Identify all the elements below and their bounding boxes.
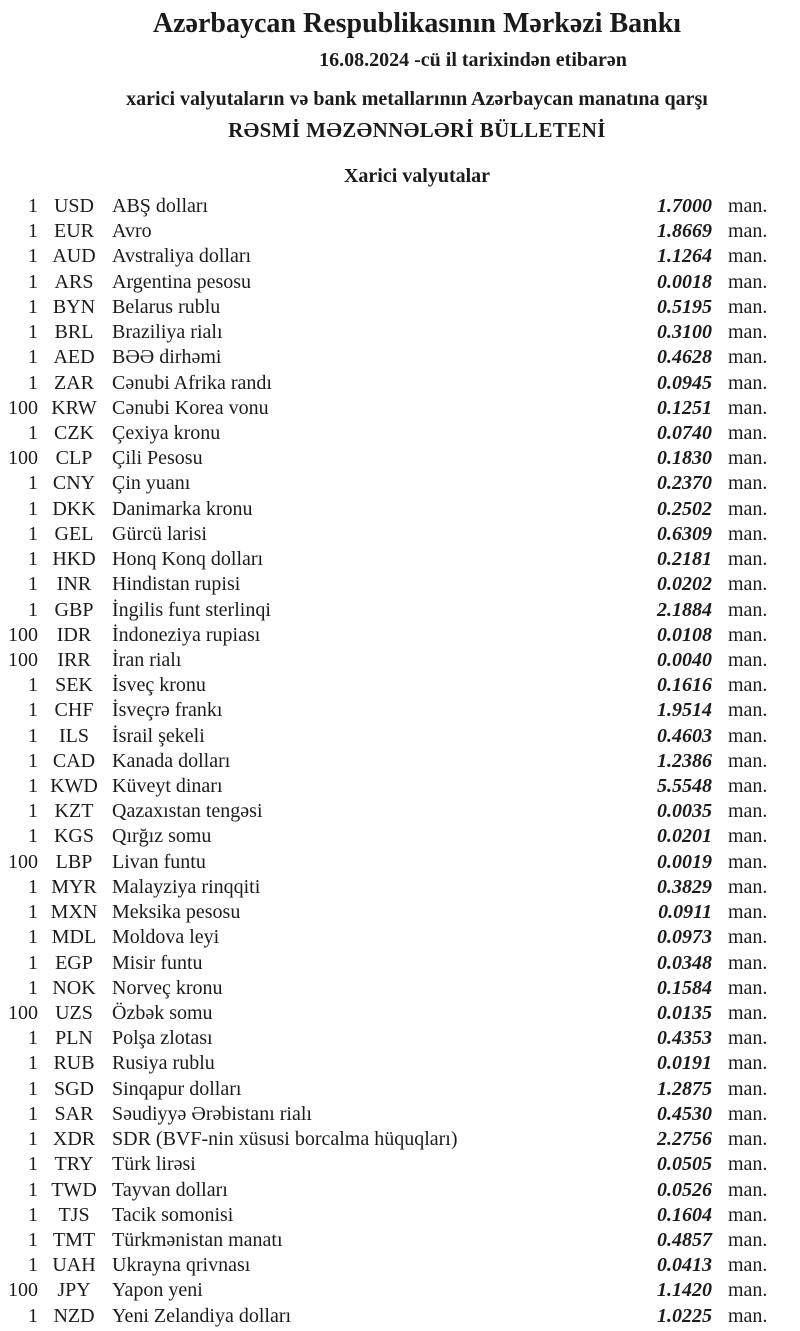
currency-quantity: 100 bbox=[8, 623, 38, 646]
rate-row bbox=[0, 1152, 800, 1177]
rate-row bbox=[0, 1051, 800, 1076]
currency-name: Sinqapur dolları bbox=[112, 1077, 242, 1100]
unit-label: man. bbox=[728, 1228, 768, 1251]
currency-quantity: 1 bbox=[28, 346, 38, 369]
currency-code: PLN bbox=[55, 1027, 93, 1050]
section-title-foreign-currencies: Xarici valyutalar bbox=[343, 165, 491, 187]
currency-name: Türk lirəsi bbox=[112, 1153, 196, 1176]
currency-code: EGP bbox=[55, 951, 93, 974]
rate-row bbox=[0, 396, 800, 421]
unit-label: man. bbox=[728, 850, 768, 873]
currency-code: MDL bbox=[51, 926, 97, 949]
rate-value: 1.1420 bbox=[657, 1279, 712, 1302]
currency-code: CLP bbox=[55, 447, 93, 470]
rate-row bbox=[0, 345, 800, 370]
currency-name: Ukrayna qrivnası bbox=[112, 1254, 251, 1277]
currency-quantity: 1 bbox=[28, 1203, 38, 1226]
currency-code: BRL bbox=[54, 321, 94, 344]
currency-name: Meksika pesosu bbox=[112, 901, 241, 924]
currency-name: BƏƏ dirhəmi bbox=[112, 346, 222, 369]
rate-row bbox=[0, 1278, 800, 1303]
unit-label: man. bbox=[728, 648, 768, 671]
currency-quantity: 1 bbox=[28, 775, 38, 798]
rate-value: 0.1584 bbox=[657, 976, 712, 999]
rate-row bbox=[0, 219, 800, 244]
unit-label: man. bbox=[728, 1153, 768, 1176]
rate-row bbox=[0, 1127, 800, 1152]
rate-row bbox=[0, 1178, 800, 1203]
unit-label: man. bbox=[728, 1279, 768, 1302]
rate-value: 0.0019 bbox=[657, 850, 712, 873]
rate-row bbox=[0, 698, 800, 723]
rate-row bbox=[0, 194, 800, 219]
currency-name: Küveyt dinarı bbox=[112, 775, 223, 798]
currency-quantity: 100 bbox=[8, 396, 38, 419]
currency-code: SGD bbox=[53, 1077, 94, 1100]
currency-name: Norveç kronu bbox=[112, 976, 223, 999]
currency-quantity: 1 bbox=[28, 245, 38, 268]
currency-quantity: 1 bbox=[28, 749, 38, 772]
currency-name: İran rialı bbox=[112, 648, 182, 671]
rate-value: 0.4530 bbox=[657, 1102, 712, 1125]
rate-value: 0.0945 bbox=[657, 371, 712, 394]
unit-label: man. bbox=[728, 396, 768, 419]
rate-value: 0.0191 bbox=[657, 1052, 712, 1075]
currency-code: CZK bbox=[54, 421, 94, 444]
rate-row bbox=[0, 1304, 800, 1329]
currency-name: Braziliya rialı bbox=[112, 321, 223, 344]
currency-code: MXN bbox=[50, 901, 98, 924]
rate-row bbox=[0, 1228, 800, 1253]
rate-value: 1.9514 bbox=[657, 699, 712, 722]
unit-label: man. bbox=[728, 1203, 768, 1226]
currency-quantity: 1 bbox=[28, 674, 38, 697]
unit-label: man. bbox=[728, 598, 768, 621]
bulletin-header bbox=[0, 6, 800, 144]
rate-row bbox=[0, 1102, 800, 1127]
currency-quantity: 1 bbox=[28, 1128, 38, 1151]
rate-value: 0.4628 bbox=[657, 346, 712, 369]
currency-quantity: 1 bbox=[28, 901, 38, 924]
rate-row bbox=[0, 497, 800, 522]
rate-value: 1.1264 bbox=[657, 245, 712, 268]
unit-label: man. bbox=[728, 1002, 768, 1024]
rate-row bbox=[0, 371, 800, 396]
rate-row bbox=[0, 749, 800, 774]
currency-code: CAD bbox=[52, 749, 96, 772]
rate-value: 0.6309 bbox=[657, 522, 712, 545]
currency-code: TWD bbox=[51, 1178, 97, 1201]
currency-quantity: 1 bbox=[28, 1077, 38, 1100]
rate-row bbox=[0, 875, 800, 900]
currency-code: AUD bbox=[52, 245, 96, 268]
rate-row bbox=[0, 547, 800, 572]
currency-quantity: 1 bbox=[28, 1052, 38, 1075]
rate-value: 0.0108 bbox=[657, 623, 712, 646]
currency-quantity: 100 bbox=[8, 648, 38, 671]
unit-label: man. bbox=[728, 926, 768, 949]
rate-value: 0.4603 bbox=[657, 724, 712, 747]
currency-code: IRR bbox=[57, 648, 91, 671]
currency-code: SEK bbox=[55, 674, 93, 697]
rate-value: 5.5548 bbox=[657, 775, 712, 798]
currency-code: GEL bbox=[54, 522, 94, 545]
rate-row bbox=[0, 598, 800, 623]
rate-row bbox=[0, 446, 800, 471]
rate-row bbox=[0, 421, 800, 446]
rate-value: 0.2502 bbox=[657, 497, 712, 520]
currency-code: JPY bbox=[57, 1279, 91, 1302]
unit-label: man. bbox=[728, 875, 768, 898]
rate-value: 0.2370 bbox=[657, 472, 712, 495]
currency-quantity: 1 bbox=[28, 195, 38, 217]
unit-label: man. bbox=[728, 573, 768, 596]
rate-row bbox=[0, 522, 800, 547]
currency-code: HKD bbox=[52, 548, 96, 571]
currency-code: EUR bbox=[54, 220, 94, 243]
currency-name: Malayziya rinqqiti bbox=[112, 875, 261, 898]
rate-value: 0.4857 bbox=[657, 1228, 712, 1251]
currency-code: RUB bbox=[53, 1052, 95, 1075]
rate-row bbox=[0, 951, 800, 976]
currency-name: Avro bbox=[112, 220, 152, 243]
currency-code: ZAR bbox=[54, 371, 94, 394]
currency-quantity: 1 bbox=[28, 497, 38, 520]
rate-value: 0.4353 bbox=[657, 1027, 712, 1050]
rate-value: 1.0225 bbox=[657, 1304, 712, 1327]
currency-name: Çexiya kronu bbox=[112, 421, 221, 444]
currency-code: CNY bbox=[52, 472, 96, 495]
currency-code: UZS bbox=[55, 1002, 93, 1024]
unit-label: man. bbox=[728, 699, 768, 722]
currency-code: DKK bbox=[52, 497, 96, 520]
currency-code: BYN bbox=[52, 295, 96, 318]
currency-quantity: 1 bbox=[28, 926, 38, 949]
currency-quantity: 1 bbox=[28, 548, 38, 571]
unit-label: man. bbox=[728, 1304, 768, 1327]
currency-code: UAH bbox=[52, 1254, 96, 1277]
rate-value: 0.0035 bbox=[657, 800, 712, 823]
rate-value: 1.7000 bbox=[657, 195, 712, 217]
rate-row bbox=[0, 774, 800, 799]
unit-label: man. bbox=[728, 800, 768, 823]
rate-value: 1.8669 bbox=[657, 220, 712, 243]
unit-label: man. bbox=[728, 321, 768, 344]
rate-value: 0.0202 bbox=[657, 573, 712, 596]
rate-row bbox=[0, 320, 800, 345]
rate-row bbox=[0, 244, 800, 269]
currency-code: ILS bbox=[59, 724, 89, 747]
rate-row bbox=[0, 295, 800, 320]
rate-row bbox=[0, 799, 800, 824]
rate-value: 0.0040 bbox=[657, 648, 712, 671]
rate-value: 2.2756 bbox=[657, 1128, 712, 1151]
rate-value: 0.0526 bbox=[657, 1178, 712, 1201]
currency-name: Argentina pesosu bbox=[112, 270, 252, 293]
rate-row bbox=[0, 976, 800, 1001]
rate-value: 0.1251 bbox=[657, 396, 712, 419]
rate-value: 0.3829 bbox=[657, 875, 712, 898]
currency-code: USD bbox=[53, 195, 94, 217]
rate-value: 0.5195 bbox=[657, 295, 712, 318]
unit-label: man. bbox=[728, 447, 768, 470]
currency-name: Kanada dolları bbox=[112, 749, 231, 772]
currency-code: GBP bbox=[54, 598, 94, 621]
currency-name: Cənubi Korea vonu bbox=[112, 396, 269, 419]
subject-line: xarici valyutaların və bank metallarının Azərbaycan manatına qarşı bbox=[126, 88, 708, 110]
rate-row bbox=[0, 1253, 800, 1278]
unit-label: man. bbox=[728, 220, 768, 243]
unit-label: man. bbox=[728, 245, 768, 268]
currency-code: AED bbox=[53, 346, 95, 369]
unit-label: man. bbox=[728, 951, 768, 974]
rate-value: 2.1884 bbox=[657, 598, 712, 621]
currency-name: Qazaxıstan tengəsi bbox=[112, 800, 263, 823]
unit-label: man. bbox=[728, 371, 768, 394]
currency-quantity: 100 bbox=[8, 447, 38, 470]
currency-code: TRY bbox=[54, 1153, 94, 1176]
currency-name: Çin yuanı bbox=[112, 472, 191, 495]
currency-name: Çili Pesosu bbox=[112, 447, 203, 470]
rate-value: 0.0348 bbox=[657, 951, 712, 974]
currency-name: İndoneziya rupiası bbox=[112, 623, 261, 646]
unit-label: man. bbox=[728, 548, 768, 571]
rate-row bbox=[0, 1077, 800, 1102]
currency-code: XDR bbox=[52, 1128, 96, 1151]
unit-label: man. bbox=[728, 522, 768, 545]
unit-label: man. bbox=[728, 1254, 768, 1277]
rate-row bbox=[0, 673, 800, 698]
currency-name: İsveçrə frankı bbox=[112, 699, 223, 722]
exchange-rates-table bbox=[0, 194, 800, 1329]
currency-quantity: 1 bbox=[28, 1304, 38, 1327]
currency-quantity: 1 bbox=[28, 522, 38, 545]
rate-row bbox=[0, 1001, 800, 1026]
currency-quantity: 1 bbox=[28, 1102, 38, 1125]
unit-label: man. bbox=[728, 976, 768, 999]
unit-label: man. bbox=[728, 1052, 768, 1075]
currency-code: KZT bbox=[54, 800, 94, 823]
rate-value: 1.2875 bbox=[657, 1077, 712, 1100]
currency-name: Gürcü larisi bbox=[112, 522, 207, 545]
currency-quantity: 1 bbox=[28, 295, 38, 318]
currency-name: Türkmənistan manatı bbox=[112, 1228, 283, 1251]
currency-name: İsveç kronu bbox=[112, 674, 206, 697]
currency-name: Qırğız somu bbox=[112, 825, 212, 848]
currency-name: Honq Konq dolları bbox=[112, 548, 264, 571]
currency-name: ABŞ dolları bbox=[112, 195, 209, 217]
currency-quantity: 1 bbox=[28, 573, 38, 596]
unit-label: man. bbox=[728, 623, 768, 646]
currency-quantity: 1 bbox=[28, 1153, 38, 1176]
rate-value: 0.0973 bbox=[657, 926, 712, 949]
rate-value: 0.0740 bbox=[657, 421, 712, 444]
currency-name: Danimarka kronu bbox=[112, 497, 253, 520]
currency-code: SAR bbox=[54, 1102, 94, 1125]
currency-code: TMT bbox=[52, 1228, 96, 1251]
currency-name: Rusiya rublu bbox=[112, 1052, 215, 1075]
unit-label: man. bbox=[728, 1102, 768, 1125]
currency-code: ARS bbox=[54, 270, 94, 293]
currency-name: Tayvan dolları bbox=[112, 1178, 228, 1201]
rate-row bbox=[0, 925, 800, 950]
currency-name: Hindistan rupisi bbox=[112, 573, 241, 596]
currency-name: Yeni Zelandiya dolları bbox=[112, 1304, 292, 1327]
currency-quantity: 1 bbox=[28, 321, 38, 344]
currency-quantity: 1 bbox=[28, 371, 38, 394]
currency-name: Polşa zlotası bbox=[112, 1027, 213, 1050]
rate-value: 0.0505 bbox=[657, 1153, 712, 1176]
currency-code: NOK bbox=[52, 976, 96, 999]
currency-name: İngilis funt sterlinqi bbox=[112, 598, 271, 621]
currency-code: NZD bbox=[53, 1304, 95, 1327]
currency-quantity: 1 bbox=[28, 421, 38, 444]
rate-row bbox=[0, 1026, 800, 1051]
currency-quantity: 1 bbox=[28, 976, 38, 999]
currency-code: TJS bbox=[58, 1203, 90, 1226]
unit-label: man. bbox=[728, 1077, 768, 1100]
unit-label: man. bbox=[728, 775, 768, 798]
rate-row bbox=[0, 824, 800, 849]
currency-quantity: 1 bbox=[28, 472, 38, 495]
rate-row bbox=[0, 623, 800, 648]
rate-value: 0.1830 bbox=[657, 447, 712, 470]
currency-quantity: 1 bbox=[28, 699, 38, 722]
unit-label: man. bbox=[728, 724, 768, 747]
rate-value: 1.2386 bbox=[657, 749, 712, 772]
rate-value: 0.0413 bbox=[657, 1254, 712, 1277]
currency-quantity: 1 bbox=[28, 951, 38, 974]
unit-label: man. bbox=[728, 195, 768, 217]
unit-label: man. bbox=[728, 346, 768, 369]
currency-quantity: 1 bbox=[28, 875, 38, 898]
currency-quantity: 1 bbox=[28, 1178, 38, 1201]
currency-name: Səudiyyə Ərəbistanı rialı bbox=[112, 1102, 312, 1125]
rate-row bbox=[0, 1203, 800, 1228]
currency-quantity: 100 bbox=[8, 1279, 38, 1302]
unit-label: man. bbox=[728, 901, 768, 924]
bank-name-title: Azərbaycan Respublikasının Mərkəzi Bankı bbox=[152, 8, 682, 39]
effective-date-line: 16.08.2024 -cü il tarixindən etibarən bbox=[319, 49, 627, 71]
rate-value: 0.0911 bbox=[658, 901, 712, 924]
rate-row bbox=[0, 270, 800, 295]
unit-label: man. bbox=[728, 825, 768, 848]
rate-value: 0.0201 bbox=[657, 825, 712, 848]
rate-row bbox=[0, 850, 800, 875]
currency-name: Belarus rublu bbox=[112, 295, 221, 318]
bulletin-title: RƏSMİ MƏZƏNNƏLƏRİ BÜLLETENİ bbox=[228, 118, 606, 142]
unit-label: man. bbox=[728, 270, 768, 293]
currency-name: Yapon yeni bbox=[112, 1279, 203, 1302]
currency-name: Misir funtu bbox=[112, 951, 203, 974]
unit-label: man. bbox=[728, 1027, 768, 1050]
currency-code: CHF bbox=[54, 699, 94, 722]
rate-value: 0.0018 bbox=[657, 270, 712, 293]
currency-quantity: 100 bbox=[8, 850, 38, 873]
currency-name: İsrail şekeli bbox=[112, 724, 205, 747]
rate-row bbox=[0, 471, 800, 496]
currency-code: KRW bbox=[51, 396, 97, 419]
rate-row bbox=[0, 648, 800, 673]
unit-label: man. bbox=[728, 1128, 768, 1151]
currency-quantity: 100 bbox=[8, 1002, 38, 1024]
currency-quantity: 1 bbox=[28, 1027, 38, 1050]
currency-quantity: 1 bbox=[28, 825, 38, 848]
rate-value: 0.0135 bbox=[657, 1002, 712, 1024]
currency-quantity: 1 bbox=[28, 800, 38, 823]
currency-quantity: 1 bbox=[28, 598, 38, 621]
currency-name: Cənubi Afrika randı bbox=[112, 371, 272, 394]
rate-value: 0.1604 bbox=[657, 1203, 712, 1226]
currency-code: KWD bbox=[50, 775, 98, 798]
currency-quantity: 1 bbox=[28, 270, 38, 293]
currency-quantity: 1 bbox=[28, 1254, 38, 1277]
currency-code: IDR bbox=[56, 623, 92, 646]
unit-label: man. bbox=[728, 497, 768, 520]
currency-code: INR bbox=[56, 573, 92, 596]
currency-code: MYR bbox=[51, 875, 97, 898]
currency-quantity: 1 bbox=[28, 1228, 38, 1251]
unit-label: man. bbox=[728, 295, 768, 318]
currency-name: Moldova leyi bbox=[112, 926, 220, 949]
rate-value: 0.1616 bbox=[657, 674, 712, 697]
unit-label: man. bbox=[728, 472, 768, 495]
currency-name: SDR (BVF-nin xüsusi borcalma hüquqları) bbox=[112, 1128, 458, 1151]
currency-quantity: 1 bbox=[28, 220, 38, 243]
rate-row bbox=[0, 900, 800, 925]
unit-label: man. bbox=[728, 674, 768, 697]
rate-value: 0.3100 bbox=[657, 321, 712, 344]
currency-name: Livan funtu bbox=[112, 850, 206, 873]
rate-value: 0.2181 bbox=[657, 548, 712, 571]
currency-name: Özbək somu bbox=[112, 1002, 213, 1024]
currency-code: KGS bbox=[53, 825, 94, 848]
currency-name: Tacik somonisi bbox=[112, 1203, 234, 1226]
rate-row bbox=[0, 724, 800, 749]
currency-code: LBP bbox=[55, 850, 93, 873]
unit-label: man. bbox=[728, 421, 768, 444]
currency-name: Avstraliya dolları bbox=[112, 245, 252, 268]
unit-label: man. bbox=[728, 1178, 768, 1201]
unit-label: man. bbox=[728, 749, 768, 772]
currency-quantity: 1 bbox=[28, 724, 38, 747]
rate-row bbox=[0, 572, 800, 597]
